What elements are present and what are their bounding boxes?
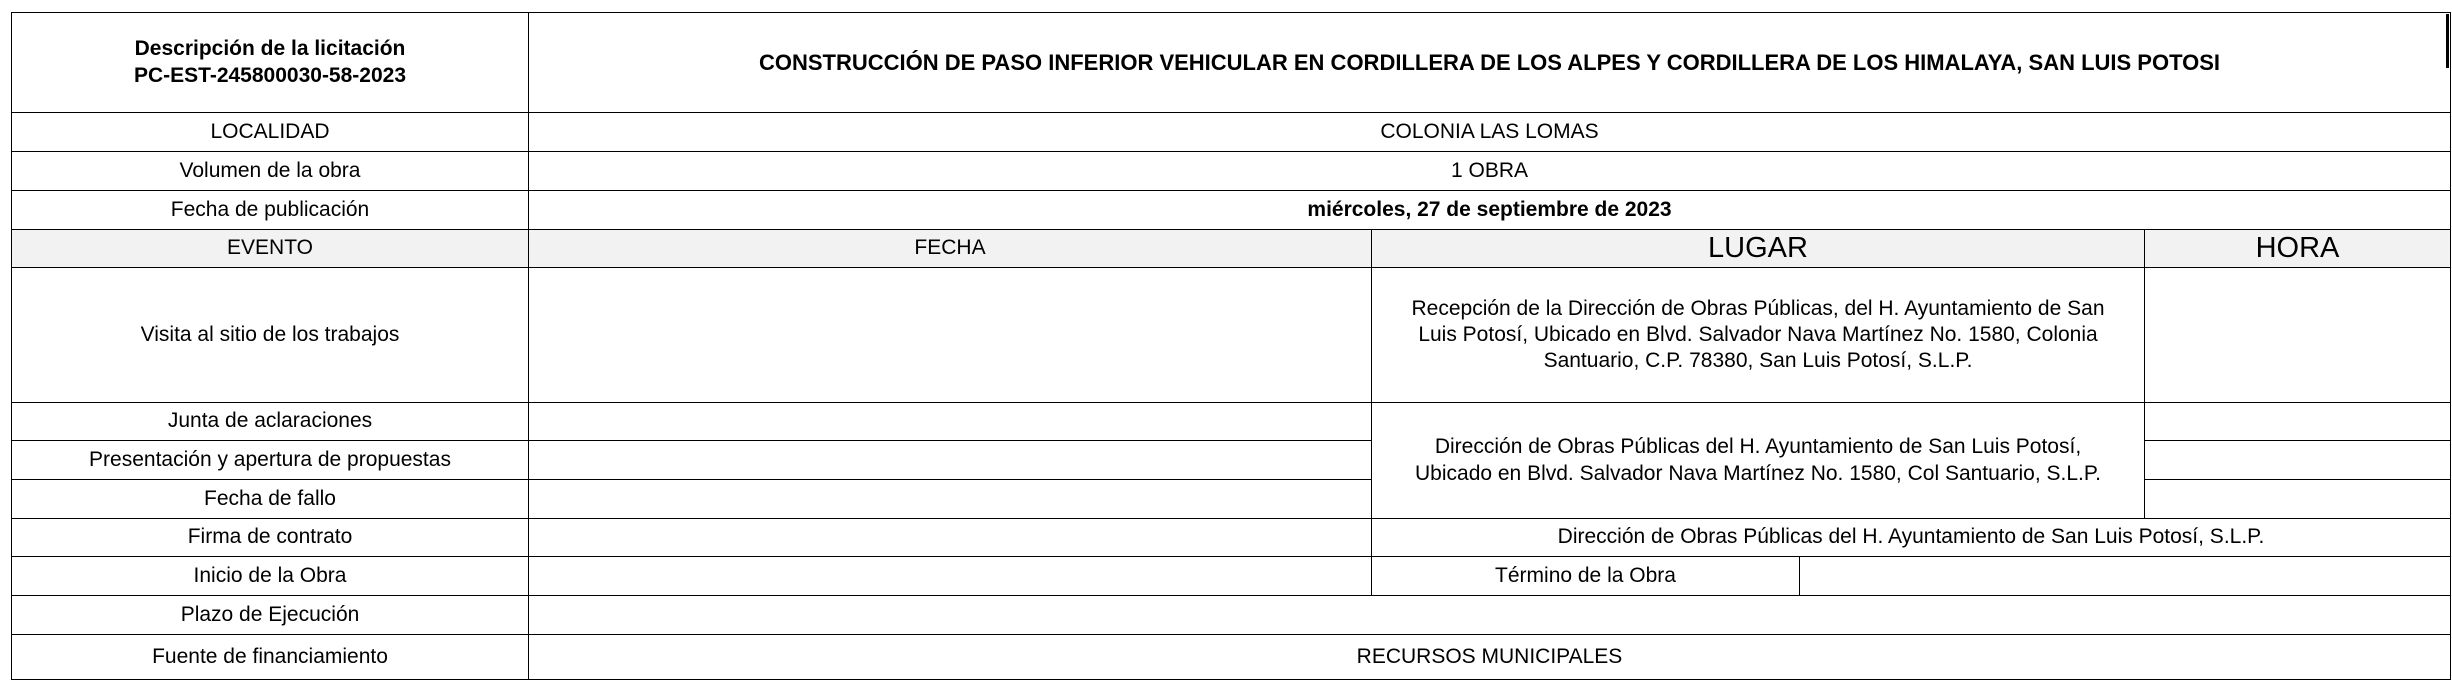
- firma-lugar: Dirección de Obras Públicas del H. Ayuntamiento de San Luis Potosí, S.L.P.: [1557, 525, 2265, 549]
- fuente-value-cell: [528, 634, 2451, 680]
- fecha-header: FECHA: [914, 236, 986, 260]
- termino-fecha-cell: [1799, 556, 2451, 596]
- visita-lugar-cell: [1371, 267, 2145, 403]
- volumen-value-cell: [528, 151, 2451, 191]
- plazo-value-cell: [528, 595, 2451, 635]
- firma-label: Firma de contrato: [187, 525, 353, 549]
- junta-fecha-cell: [528, 402, 1372, 441]
- col-header-evento: [11, 229, 529, 268]
- col-header-hora: [2144, 229, 2451, 268]
- inicio-label-cell: [11, 556, 529, 596]
- description-label-cell: [11, 12, 529, 113]
- junta-lugar: Dirección de Obras Públicas del H. Ayuntamiento de San Luis Potosí, Ubicado en Blvd. Salvador Nava Martínez No. 1580, Col Santuario, S.L.P.: [1415, 435, 2101, 485]
- lugar-header: LUGAR: [1708, 232, 1808, 265]
- publicacion-value: miércoles, 27 de septiembre de 2023: [1307, 197, 1672, 221]
- description-label: Descripción de la licitación: [134, 37, 406, 61]
- edge-line: [2446, 14, 2449, 68]
- plazo-label: Plazo de Ejecución: [180, 602, 360, 626]
- hora-header: HORA: [2255, 232, 2340, 265]
- visita-label-cell: [11, 267, 529, 403]
- col-header-lugar: [1371, 229, 2145, 268]
- junta-label-cell: [11, 402, 529, 441]
- publicacion-label: Fecha de publicación: [170, 197, 370, 221]
- localidad-value-cell: [528, 112, 2451, 152]
- localidad-label-cell: [11, 112, 529, 152]
- project-title-cell: [528, 12, 2451, 113]
- localidad-label: LOCALIDAD: [210, 119, 330, 143]
- publicacion-label-cell: [11, 190, 529, 230]
- inicio-fecha-cell: [528, 556, 1372, 596]
- project-title: CONSTRUCCIÓN DE PASO INFERIOR VEHICULAR EN CORDILLERA DE LOS ALPES Y CORDILLERA DE LOS HIMALAYA, SAN LUIS POTOSI: [758, 49, 2221, 75]
- presentacion-label-cell: [11, 440, 529, 480]
- localidad-value: COLONIA LAS LOMAS: [1380, 119, 1599, 143]
- presentacion-hora-cell: [2144, 440, 2451, 480]
- volumen-label-cell: [11, 151, 529, 191]
- tender-code: PC-EST-245800030-58-2023: [133, 63, 406, 87]
- junta-hora-cell: [2144, 402, 2451, 441]
- presentacion-fecha-cell: [528, 440, 1372, 480]
- visita-lugar: Recepción de la Dirección de Obras Públicas, del H. Ayuntamiento de San Luis Potosí, Ubicado en Blvd. Salvador Nava Martínez No. 1580, Colonia Santuario, C.P. 78380, San Luis Potosí, S.L.P.: [1411, 296, 2105, 373]
- firma-label-cell: [11, 518, 529, 557]
- fuente-label: Fuente de financiamiento: [152, 644, 388, 668]
- termino-label-cell: [1371, 556, 1800, 596]
- fallo-label-cell: [11, 479, 529, 519]
- publicacion-value-cell: [528, 190, 2451, 230]
- junta-lugar-cell: [1371, 402, 2145, 519]
- volumen-label: Volumen de la obra: [179, 158, 361, 182]
- fallo-fecha-cell: [528, 479, 1372, 519]
- plazo-label-cell: [11, 595, 529, 635]
- junta-label: Junta de aclaraciones: [167, 409, 373, 433]
- col-header-fecha: [528, 229, 1372, 268]
- firma-fecha-cell: [528, 518, 1372, 557]
- fuente-label-cell: [11, 634, 529, 680]
- inicio-label: Inicio de la Obra: [193, 563, 347, 587]
- fallo-hora-cell: [2144, 479, 2451, 519]
- visita-fecha-cell: [528, 267, 1372, 403]
- firma-lugar-cell: [1371, 518, 2451, 557]
- fuente-value: RECURSOS MUNICIPALES: [1356, 644, 1623, 668]
- visita-hora-cell: [2144, 267, 2451, 403]
- fallo-label: Fecha de fallo: [204, 486, 336, 510]
- volumen-value: 1 OBRA: [1450, 158, 1529, 182]
- presentacion-label: Presentación y apertura de propuestas: [89, 447, 451, 471]
- evento-header: EVENTO: [227, 236, 313, 260]
- termino-label: Término de la Obra: [1495, 563, 1676, 587]
- visita-label: Visita al sitio de los trabajos: [140, 322, 400, 346]
- licitacion-table: [11, 12, 2451, 691]
